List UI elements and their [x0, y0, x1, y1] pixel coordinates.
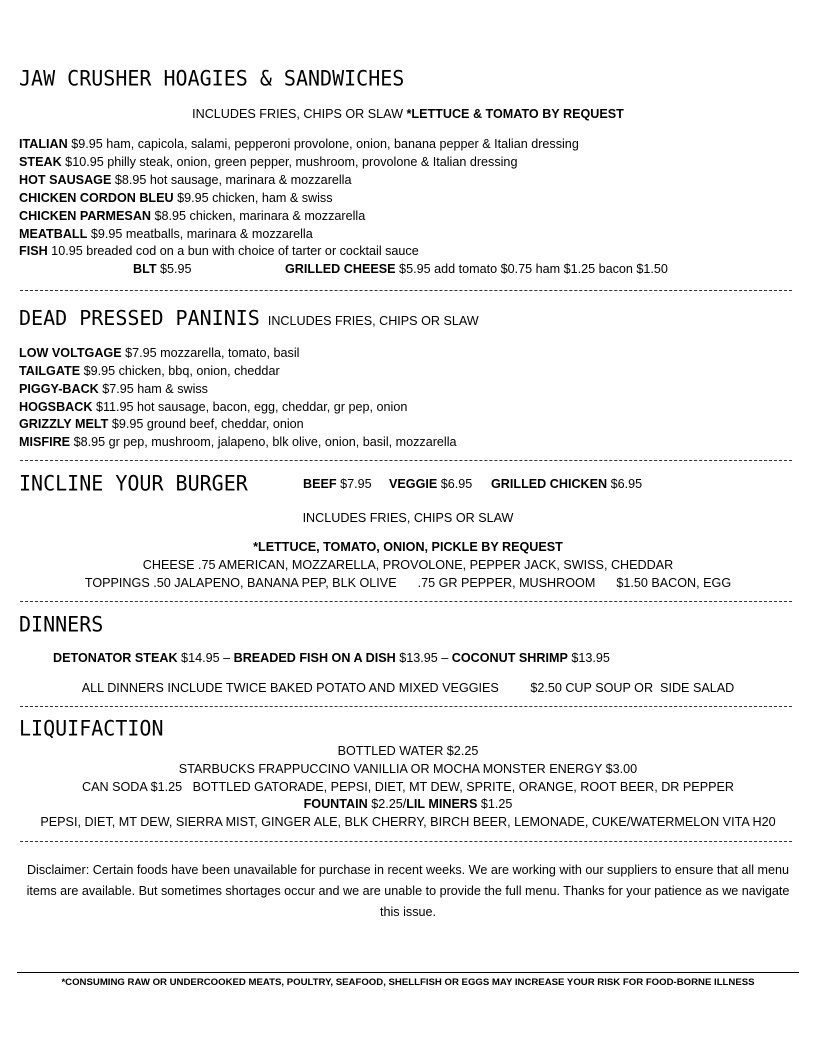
menu-item-steak — [19, 155, 517, 169]
item-name: BLT — [133, 262, 157, 276]
menu-item-blt — [133, 262, 192, 276]
item-name: FOUNTAIN — [303, 797, 368, 811]
menu-item-hot-sausage — [19, 173, 352, 187]
menu-item-hogsback — [19, 400, 407, 414]
item-name: GRIZZLY MELT — [19, 417, 109, 431]
item-name: BEEF — [303, 477, 337, 491]
item-name: LOW VOLTGAGE — [19, 346, 122, 360]
item-desc: $5.95 — [156, 262, 192, 276]
item-name: MISFIRE — [19, 435, 71, 449]
item-desc: $9.95 chicken, bbq, onion, cheddar — [80, 364, 280, 378]
item-desc: $6.95 — [437, 477, 473, 491]
drinks-title: LIQUIFACTION — [19, 715, 164, 741]
item-name: CHICKEN PARMESAN — [19, 209, 152, 223]
item-desc: $8.95 gr pep, mushroom, jalapeno, blk olive, onion, basil, mozzarella — [70, 435, 457, 449]
item-desc: $13.95 — [567, 651, 610, 665]
item-desc: $8.95 hot sausage, marinara & mozzarella — [111, 173, 352, 187]
menu-item-piggy-back — [19, 382, 208, 396]
burger-request-note: *LETTUCE, TOMATO, ONION, PICKLE BY REQUEST — [253, 540, 563, 554]
item-desc: $2.25/ — [367, 797, 407, 811]
menu-item-grilled-cheese — [285, 262, 668, 276]
hoagies-includes-text: INCLUDES FRIES, CHIPS OR SLAW — [192, 107, 407, 121]
section-divider — [20, 601, 792, 602]
item-desc: $9.95 chicken, ham & swiss — [173, 191, 333, 205]
item-name: TAILGATE — [19, 364, 81, 378]
menu-item-misfire — [19, 435, 457, 449]
item-desc: $8.95 chicken, marinara & mozzarella — [151, 209, 366, 223]
item-name: DETONATOR STEAK — [53, 651, 178, 665]
item-desc: $7.95 — [336, 477, 372, 491]
food-safety-warning: *CONSUMING RAW OR UNDERCOOKED MEATS, POULTRY, SEAFOOD, SHELLFISH OR EGGS MAY INCREASE YOUR RISK FOR FOOD-BORNE ILLNESS — [61, 977, 755, 988]
hoagies-title: JAW CRUSHER HOAGIES & SANDWICHES — [19, 65, 405, 91]
burger-title: INCLINE YOUR BURGER — [19, 470, 248, 496]
item-name: MEATBALL — [19, 227, 88, 241]
disclaimer: Disclaimer: Certain foods have been unavailable for purchase in recent weeks. We are working with our suppliers to ensure that all menu items are available. But sometimes shortages occur and we are unable to provide the full menu. Thanks for your patience as we navigate this issue. — [26, 863, 790, 919]
item-name: GRILLED CHEESE — [285, 262, 396, 276]
menu-item-chicken-parmesan — [19, 209, 365, 223]
paninis-heading — [19, 306, 479, 330]
item-desc: $6.95 — [607, 477, 643, 491]
item-name: CHICKEN CORDON BLEU — [19, 191, 174, 205]
item-name: FISH — [19, 244, 48, 258]
item-desc: $9.95 ground beef, cheddar, onion — [108, 417, 304, 431]
item-name: HOGSBACK — [19, 400, 93, 414]
item-name: ITALIAN — [19, 137, 68, 151]
item-name: PIGGY-BACK — [19, 382, 99, 396]
section-divider — [20, 290, 792, 291]
item-name: GRILLED CHICKEN — [491, 477, 608, 491]
item-name: COCONUT SHRIMP — [451, 651, 568, 665]
paninis-title: DEAD PRESSED PANINIS — [19, 306, 260, 330]
menu-item-meatball — [19, 227, 313, 241]
section-divider — [20, 706, 792, 707]
drinks-fountain — [0, 797, 816, 811]
menu-item-grizzly-melt — [19, 417, 304, 431]
menu-item-low-voltgage — [19, 346, 299, 360]
paninis-includes: INCLUDES FRIES, CHIPS OR SLAW — [267, 314, 479, 328]
drinks-water: BOTTLED WATER $2.25 — [337, 744, 479, 758]
burger-toppings: TOPPINGS .50 JALAPENO, BANANA PEP, BLK OLIVE .75 GR PEPPER, MUSHROOM $1.50 BACON, EGG — [84, 576, 732, 590]
item-desc: $10.95 philly steak, onion, green pepper, mushroom, provolone & Italian dressing — [61, 155, 518, 169]
item-name: BREADED FISH ON A DISH — [233, 651, 396, 665]
item-desc: $7.95 ham & swiss — [98, 382, 208, 396]
item-name: STEAK — [19, 155, 62, 169]
menu-item-fish — [19, 244, 419, 258]
section-divider — [20, 460, 792, 461]
item-desc: $14.95 – — [177, 651, 234, 665]
hoagies-request-note: *LETTUCE & TOMATO BY REQUEST — [406, 107, 624, 121]
burger-includes: INCLUDES FRIES, CHIPS OR SLAW — [302, 511, 514, 525]
item-desc: $5.95 add tomato $0.75 ham $1.25 bacon $1.50 — [395, 262, 668, 276]
drinks-soda: CAN SODA $1.25 BOTTLED GATORADE, PEPSI, DIET, MT DEW, SPRITE, ORANGE, ROOT BEER, DR PEPPER — [82, 780, 734, 794]
item-desc: 10.95 breaded cod on a bun with choice of tarter or cocktail sauce — [47, 244, 419, 258]
section-divider — [20, 841, 792, 842]
drinks-fountain-flavors: PEPSI, DIET, MT DEW, SIERRA MIST, GINGER ALE, BLK CHERRY, BIRCH BEER, LEMONADE, CUKE/WATERMELON VITA H20 — [40, 815, 776, 829]
hoagies-includes — [0, 107, 816, 121]
footer-rule — [17, 972, 799, 973]
dinners-includes: ALL DINNERS INCLUDE TWICE BAKED POTATO AND MIXED VEGGIES $2.50 CUP SOUP OR SIDE SALAD — [81, 681, 735, 695]
item-desc: $1.25 — [477, 797, 513, 811]
drinks-starbucks: STARBUCKS FRAPPUCCINO VANILLIA OR MOCHA MONSTER ENERGY $3.00 — [178, 762, 638, 776]
burger-cheese-options: CHEESE .75 AMERICAN, MOZZARELLA, PROVOLONE, PEPPER JACK, SWISS, CHEDDAR — [142, 558, 674, 572]
burger-beef — [303, 477, 372, 491]
dinners-title: DINNERS — [19, 611, 104, 637]
item-desc: $7.95 mozzarella, tomato, basil — [121, 346, 300, 360]
burger-grilled-chicken — [491, 477, 642, 491]
item-name: VEGGIE — [389, 477, 438, 491]
item-desc: $11.95 hot sausage, bacon, egg, cheddar, gr pep, onion — [92, 400, 408, 414]
item-name: HOT SAUSAGE — [19, 173, 112, 187]
item-desc: $9.95 ham, capicola, salami, pepperoni provolone, onion, banana pepper & Italian dressing — [67, 137, 579, 151]
item-desc: $9.95 meatballs, marinara & mozzarella — [87, 227, 313, 241]
menu-item-tailgate — [19, 364, 280, 378]
item-name: LIL MINERS — [406, 797, 478, 811]
burger-veggie — [389, 477, 472, 491]
menu-item-chicken-cordon-bleu — [19, 191, 333, 205]
dinners-list — [53, 651, 610, 665]
menu-item-italian — [19, 137, 579, 151]
item-desc: $13.95 – — [395, 651, 452, 665]
